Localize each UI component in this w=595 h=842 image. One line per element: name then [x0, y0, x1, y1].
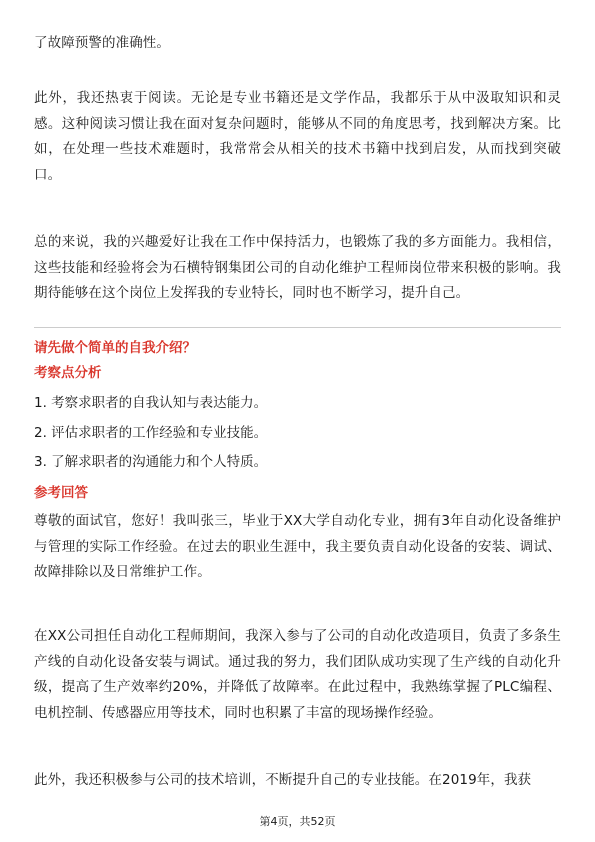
list-item: 2. 评估求职者的工作经验和专业技能。: [34, 424, 268, 441]
page-number-footer: 第4页，共52页: [259, 815, 336, 828]
answer-paragraph-training: 此外，我还积极参与公司的技术培训，不断提升自己的专业技能。在2019年，我获: [34, 772, 532, 788]
list-item: 1. 考察求职者的自我认知与表达能力。: [34, 395, 268, 411]
paragraph-fault-warning: 了故障预警的准确性。: [34, 35, 170, 51]
document-page: [34, 0, 561, 842]
analysis-list: [34, 389, 267, 478]
question-heading: 请先做个简单的自我介绍？: [34, 340, 196, 356]
answer-paragraph-experience: 在XX公司担任自动化工程师期间，我深入参与了公司的自动化改造项目，负责了多条生产线的自动化设备安装与调试。通过我的努力，我们团队成功实现了生产线的自动化升级，提高了生产效率约20%，并降低了故障率。在此过程中，我熟练掌握了PLC编程、电机控制、传感器应用等技术，同时也积累了丰富的现场操作经验。: [34, 628, 561, 721]
answer-paragraph-intro: 尊敬的面试官，您好！我叫张三，毕业于XX大学自动化专业，拥有3年自动化设备维护与管理的实际工作经验。在过去的职业生涯中，我主要负责自动化设备的安装、调试、故障排除以及日常维护工作。: [34, 513, 561, 580]
paragraph-reading-hobby: 此外，我还热衷于阅读。无论是专业书籍还是文学作品，我都乐于从中汲取知识和灵感。这种阅读习惯让我在面对复杂问题时，能够从不同的角度思考，找到解决方案。比如，在处理一些技术难题时，我常常会从相关的技术书籍中找到启发，从而找到突破口。: [34, 90, 561, 183]
answer-heading: 参考回答: [34, 485, 88, 501]
analysis-heading: 考察点分析: [34, 365, 102, 381]
section-divider: [34, 327, 561, 328]
paragraph-summary: 总的来说，我的兴趣爱好让我在工作中保持活力，也锻炼了我的多方面能力。我相信，这些技能和经验将会为石横特钢集团公司的自动化维护工程师岗位带来积极的影响。我期待能够在这个岗位上发挥我的专业特长，同时也不断学习，提升自己。: [34, 234, 561, 301]
list-item: 3. 了解求职者的沟通能力和个人特质。: [34, 454, 268, 470]
